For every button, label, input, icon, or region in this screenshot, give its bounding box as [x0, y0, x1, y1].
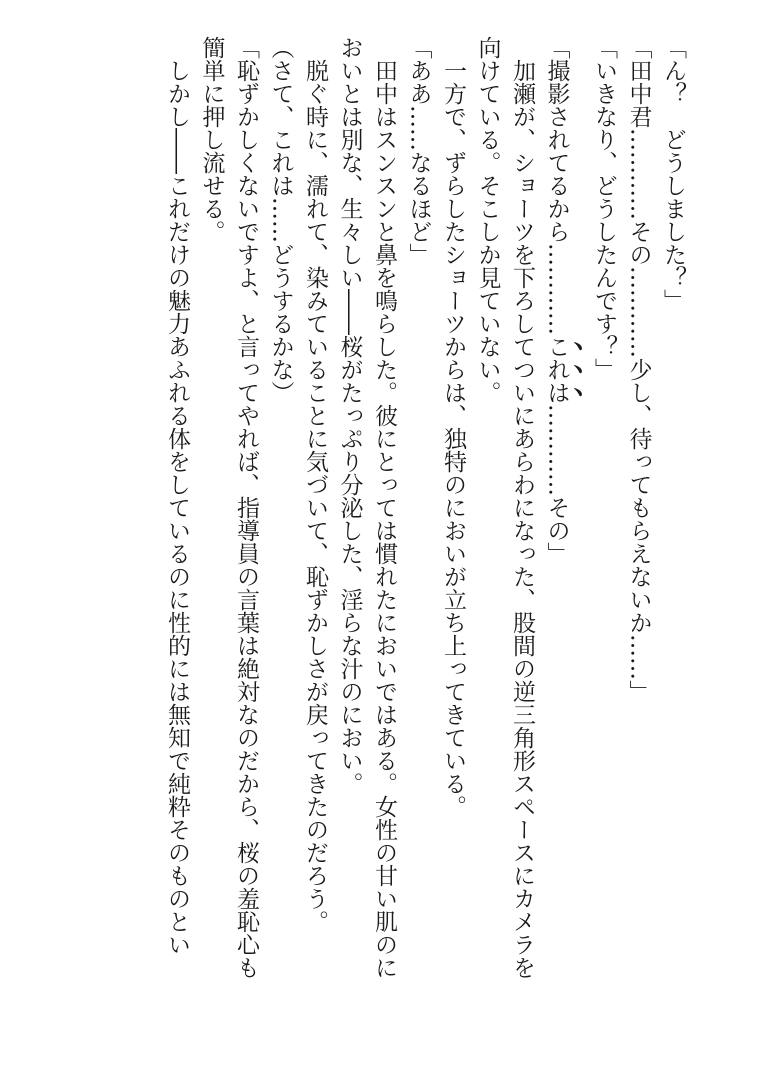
text-line-4	[539, 36, 587, 1046]
text-line-10: おいとは別な、生々しい――桜がたっぷり分泌した、淫らな汁のにおい。	[336, 36, 363, 795]
text-line-11: 脱ぐ時に、濡れて、染みていることに気づいて、恥ずかしさが戻ってきたのだろう。	[302, 36, 328, 933]
text-line-15: しかし――これだけの魅力あふれる体をしているのに性的には無知で純粋そのものとい	[164, 36, 190, 956]
text-line-6: 向けている。そこしか見ていない。	[474, 36, 501, 404]
text-line-4-before: 「撮影されてるから…………	[543, 36, 570, 335]
vertical-text-body	[84, 36, 690, 1046]
text-line-5: 加瀬が、ショーツを下ろしてついにあらわになった、股間の逆三角形スペースにカメラを	[509, 36, 535, 979]
text-line-9: 田中はスンスンと鼻を鳴らした。彼にとっては慣れたにおいではある。女性の甘い肌のに	[371, 36, 397, 979]
text-line-3: 「いきなり、どうしたんです？」	[591, 36, 617, 381]
emphasized-word: これは	[543, 335, 570, 404]
text-line-14: 簡単に押し流せる。	[198, 36, 225, 243]
text-line-1: 「ん？ どうしました？」	[660, 36, 686, 312]
text-line-2: 「田中君…………その…………少し、待ってもらえないか……」	[625, 36, 652, 703]
text-line-13: 「恥ずかしくないですよ、と言ってやれば、指導員の言葉は絶対なのだから、桜の羞恥心も	[233, 36, 259, 979]
text-line-8: 「ああ……なるほど」	[405, 36, 432, 266]
text-line-7: 一方で、ずらしたショーツからは、独特のにおいが立ち上ってきている。	[440, 36, 466, 818]
text-line-4-after: …………その」	[543, 404, 570, 565]
text-line-12: （さて、これは……どうするかな）	[267, 36, 294, 404]
